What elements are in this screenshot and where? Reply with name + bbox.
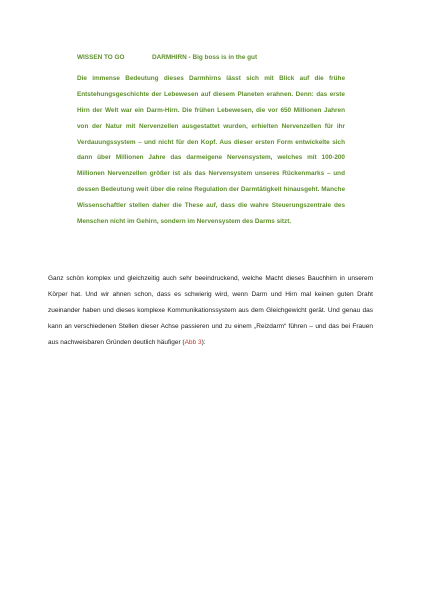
main-paragraph-closing: ): — [201, 338, 206, 346]
info-box-header — [77, 50, 345, 66]
info-box-title: DARMHIRN - Big boss is in the gut — [152, 54, 258, 61]
info-box-body: Die immense Bedeutung dieses Darmhirns lässt sich mit Blick auf die frühe Entstehungsgeschichte der Lebewesen auf diesem Planeten erahnen. Denn: das erste Hirn der Welt war ein Darm-Hirn. Die frühen Lebewesen, die vor 650 Millionen Jahren von der Natur mit Nervenzellen ausgestattet wurden, erhielten Nervenzellen für ihr Verdauungssystem – und nicht für den Kopf. Aus dieser ersten Form entwickelte sich dann über Millionen Jahre das darmeigene Nervensystem, welches mit 100-200 Millionen Nervenzellen größer ist als das Nervensystem unseres Rückenmarks – und dessen Bedeutung weit über die reine Regulation der Darmtätigkeit hinausgeht. Manche Wissenschaftler stellen daher die These auf, dass die wahre Steuerungszentrale des Menschen nicht im Gehirn, sondern im Nervensystem des Darms sitzt. — [77, 74, 345, 226]
main-paragraph-text: Ganz schön komplex und gleichzeitig auch sehr beeindruckend, welche Macht dieses Bauchhirn in unserem Körper hat. Und wir ahnen schon, dass es schwierig wird, wenn Darm und Hirn mal keinen guten Draht zueinander haben und dieses komplexe Kommunikationssystem aus dem Gleichgewicht gerät. Und genau das kann an verschiedenen Stellen dieser Achse passieren und zu einem „Reizdarm“ führen – und das bei Frauen aus nachweisbaren Gründen deutlich häufiger ( — [48, 275, 373, 346]
main-paragraph — [48, 271, 373, 351]
info-box — [77, 50, 345, 230]
info-box-label: WISSEN TO GO — [77, 54, 125, 61]
figure-reference-link[interactable]: Abb 3 — [184, 338, 202, 346]
